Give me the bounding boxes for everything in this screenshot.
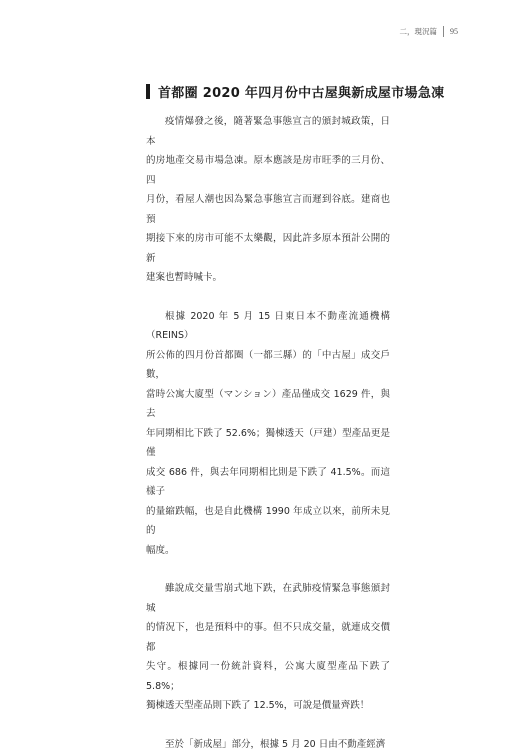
- text-line: 的房地產交易市場急凍。原本應該是房市旺季的三月份、四: [146, 151, 390, 190]
- paragraph-4: [146, 735, 390, 754]
- paragraph-3: [146, 579, 390, 716]
- paragraph-spacer: [146, 716, 390, 735]
- paragraph-spacer: [146, 288, 390, 307]
- page-number: 95: [450, 27, 458, 36]
- paragraph-2: [146, 307, 390, 561]
- text-line: 根據 2020 年 5 月 15 日東日本不動產流通機構（REINS）: [146, 307, 390, 346]
- paragraph-1: [146, 112, 390, 288]
- text-line: 成交 686 件，與去年同期相比則是下跌了 41.5%。而這樣子: [146, 463, 390, 502]
- text-line: 期接下來的房市可能不太樂觀，因此許多原本預計公開的新: [146, 229, 390, 268]
- text-line: 當時公寓大廈型（マンション）產品僅成交 1629 件，與去: [146, 385, 390, 424]
- text-line: 年同期相比下跌了 52.6%；獨棟透天（戸建）型產品更是僅: [146, 424, 390, 463]
- running-header: [400, 26, 459, 37]
- text-line: 至於「新成屋」部分，根據 5 月 20 日由不動產經濟: [146, 735, 390, 754]
- heading-bar-marker: [146, 84, 150, 99]
- body-text: [146, 112, 390, 754]
- text-line: 的量縮跌幅，也是自此機構 1990 年成立以來，前所未見的: [146, 502, 390, 541]
- section-heading: [146, 82, 444, 101]
- text-line: 所公佈的四月份首都圈（一都三縣）的「中古屋」成交戶數，: [146, 346, 390, 385]
- header-divider: [443, 26, 444, 37]
- text-line: 失守。根據同一份統計資料，公寓大廈型產品下跌了 5.8%；: [146, 657, 390, 696]
- text-line: 獨棟透天型產品則下跌了 12.5%，可說是價量齊跌！: [146, 696, 390, 716]
- section-title-text: 首都圈 2020 年四月份中古屋與新成屋市場急凍: [158, 82, 444, 101]
- text-line: 幅度。: [146, 541, 390, 561]
- paragraph-spacer: [146, 560, 390, 579]
- text-line: 的情況下，也是預料中的事。但不只成交量，就連成交價都: [146, 618, 390, 657]
- chapter-label: 二，現況篇: [400, 26, 438, 37]
- text-line: 月份，看屋人潮也因為緊急事態宣言而遲到谷底。建商也預: [146, 190, 390, 229]
- text-line: 疫情爆發之後，隨著緊急事態宣言的頒封城政策，日本: [146, 112, 390, 151]
- text-line: 雖說成交量雪崩式地下跌，在武肺疫情緊急事態頒封城: [146, 579, 390, 618]
- text-line: 建案也暫時喊卡。: [146, 268, 390, 288]
